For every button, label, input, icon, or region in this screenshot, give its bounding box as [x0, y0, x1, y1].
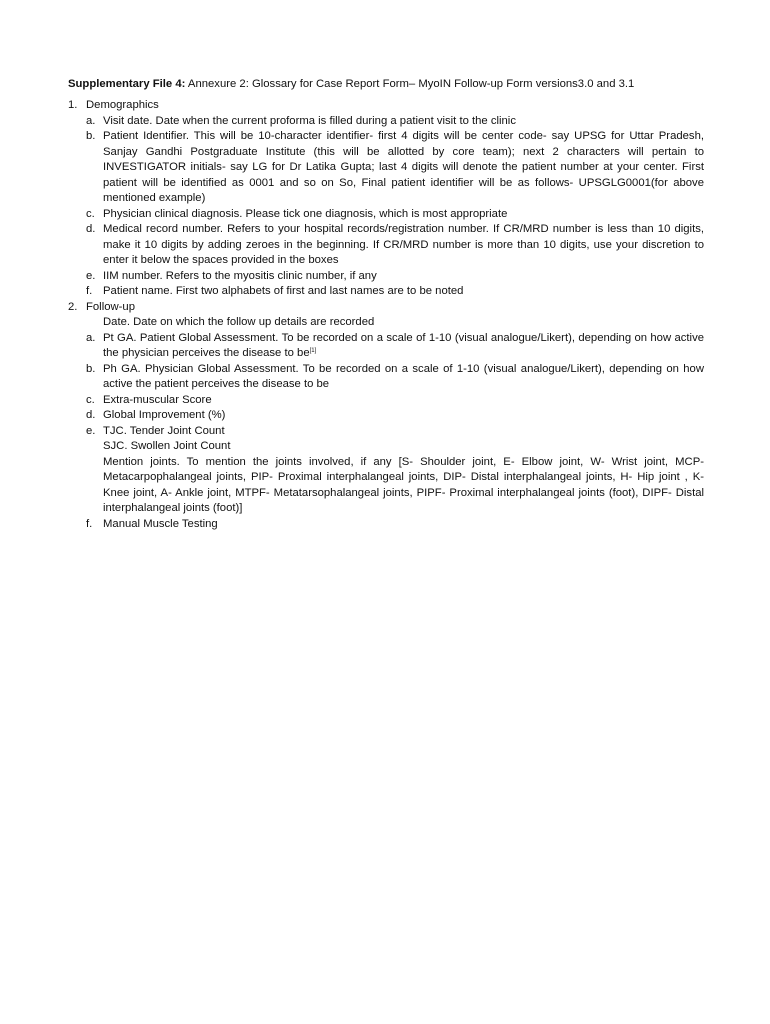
list-item-text: Global Improvement (%)	[103, 409, 226, 421]
list-marker: c.	[86, 393, 95, 406]
swollen-joint-count-text: SJC. Swollen Joint Count	[103, 440, 231, 452]
list-item	[68, 114, 704, 130]
list-item	[68, 207, 704, 223]
list-marker: f.	[86, 285, 93, 297]
list-item-text: Ph GA. Physician Global Assessment. To be recorded on a scale of 1-10 (visual analogue/Likert), depending on how active the patient perceives the disease to be	[103, 362, 704, 390]
list-item	[68, 362, 704, 393]
list-item	[68, 424, 704, 440]
citation-superscript: [1]	[309, 348, 317, 354]
document-page	[68, 76, 704, 532]
list-item	[68, 517, 704, 533]
list-item-text: Manual Muscle Testing	[103, 517, 218, 530]
list-marker: d.	[86, 223, 96, 235]
list-item-text: Physician clinical diagnosis. Please tick one diagnosis, which is most appropriate	[103, 207, 508, 220]
list-item	[68, 408, 704, 424]
list-item	[68, 129, 704, 207]
list-item-text: Visit date. Date when the current proforma is filled during a patient visit to the clinic	[103, 114, 516, 127]
list-item-text: IIM number. Refers to the myositis clinic number, if any	[103, 269, 377, 282]
section-heading	[68, 98, 704, 114]
list-item-text: Patient Identifier. This will be 10-character identifier- first 4 digits will be center code- say UPSG for Uttar Pradesh, Sanjay Gandhi Postgraduate Institute (this will be allotted by core team); next 2 characters will pertain to INVESTIGATOR initials- say LG for Dr Latika Gupta; last 4 digits will denote the patient number at your center. First patient will be identified as 0001 and so on So, Final patient identifier will be as follows- UPSGLG0001(for above mentioned example)	[103, 130, 704, 204]
list-item	[68, 269, 704, 285]
list-marker: a.	[86, 114, 96, 127]
mention-joints-text: Mention joints. To mention the joints involved, if any [S- Shoulder joint, E- Elbow joint, W- Wrist joint, MCP- Metacarpophalangeal joints, PIP- Proximal interphalangeal joints, DIP- Distal interphalangeal joints, H- Hip joint , K- Knee joint, A- Ankle joint, MTPF- Metatarsophalangeal joints, PIPF- Proximal interphalangeal joints (foot), DIPF- Distal interphalangeal joints (foot)]	[103, 455, 704, 514]
list-item-text: Patient name. First two alphabets of first and last names are to be noted	[103, 285, 464, 297]
list-item-text: Pt GA. Patient Global Assessment. To be recorded on a scale of 1-10 (visual analogue/Likert), depending on how active the physician perceives the disease to be	[103, 331, 704, 359]
list-item	[68, 222, 704, 269]
list-marker: b.	[86, 130, 96, 142]
list-marker: e.	[86, 424, 96, 437]
section-demographics	[68, 98, 704, 300]
follow-up-date-text: Date. Date on which the follow up details are recorded	[103, 316, 375, 328]
list-marker: d.	[86, 409, 96, 421]
list-marker: b.	[86, 362, 96, 375]
document-title	[68, 76, 704, 92]
list-item-text: Extra-muscular Score	[103, 393, 212, 406]
section-heading-text: Demographics	[86, 99, 159, 111]
section-follow-up	[68, 300, 704, 533]
section-number: 1.	[68, 99, 78, 111]
list-item-text: Medical record number. Refers to your hospital records/registration number. If CR/MRD number is less than 10 digits, make it 10 digits by adding zeroes in the beginning. If CR/MRD number is more than 10 digits, use your discretion to enter it below the spaces provided in the boxes	[103, 223, 704, 266]
list-marker: f.	[86, 517, 93, 530]
list-item	[68, 331, 704, 362]
title-text: Annexure 2: Glossary for Case Report Form– MyoIN Follow-up Form versions3.0 and 3.1	[185, 78, 635, 90]
list-marker: a.	[86, 331, 96, 344]
section-heading	[68, 300, 704, 316]
list-marker: e.	[86, 269, 96, 282]
list-item	[68, 393, 704, 409]
section-number: 2.	[68, 300, 78, 313]
section-heading-text: Follow-up	[86, 300, 135, 313]
list-item-text: TJC. Tender Joint Count	[103, 424, 225, 437]
title-label: Supplementary File 4:	[68, 78, 186, 90]
list-marker: c.	[86, 207, 95, 220]
list-item	[68, 284, 704, 300]
